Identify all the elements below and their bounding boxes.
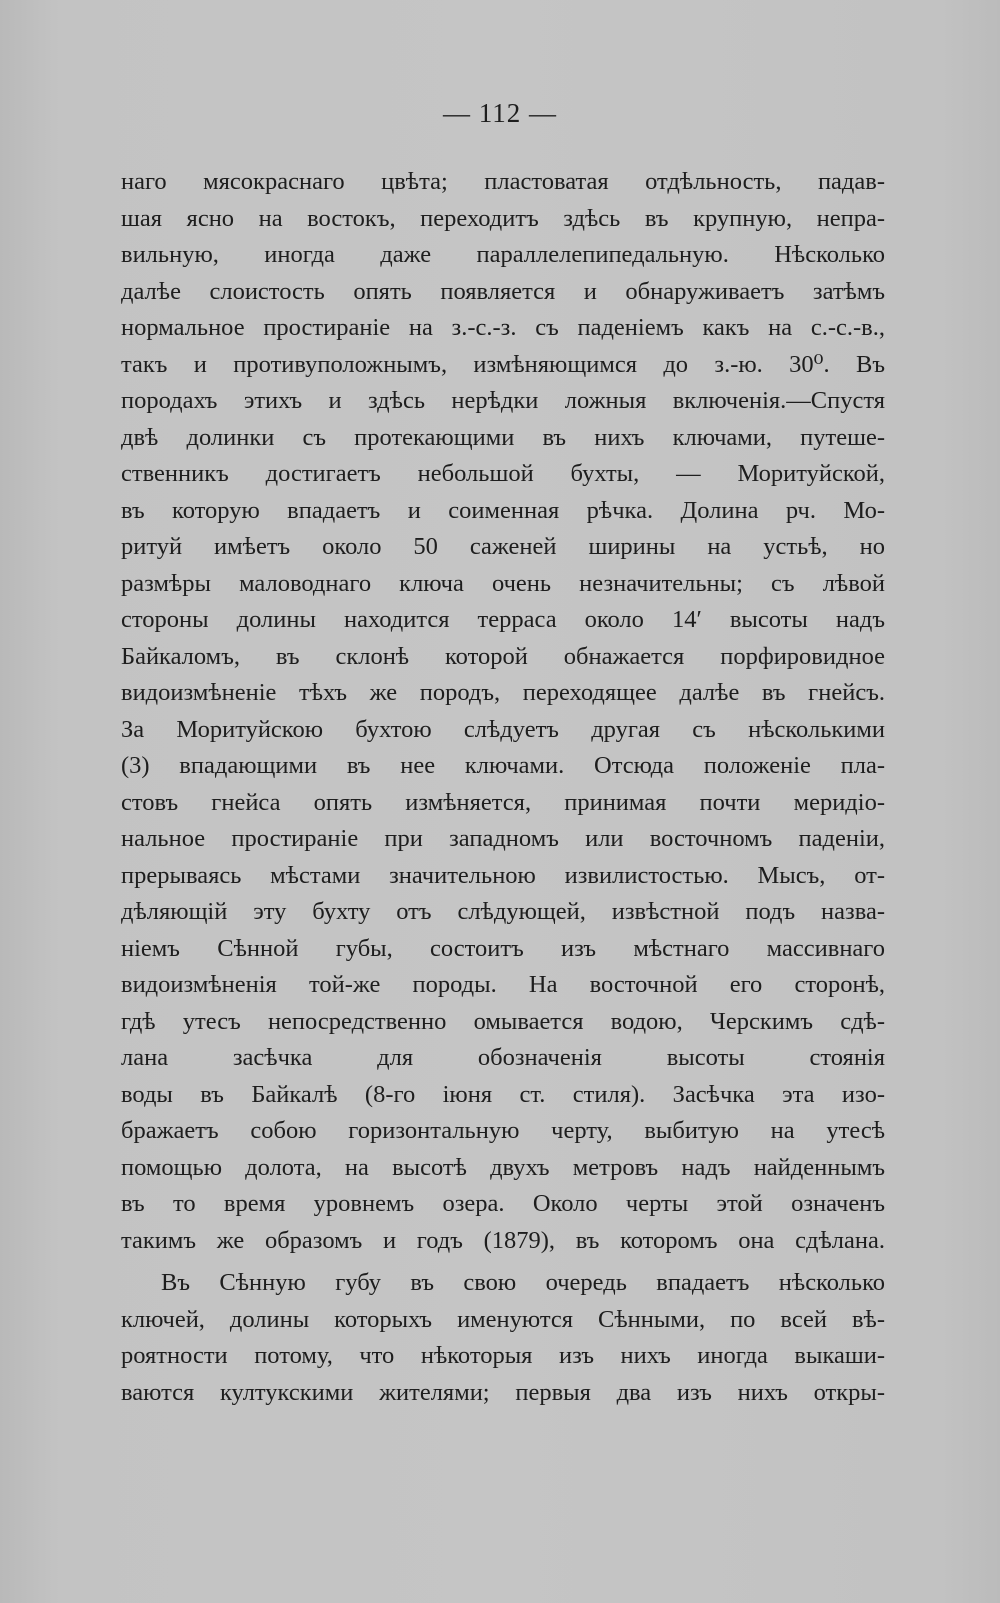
paragraph-1 xyxy=(121,164,885,1259)
text-line: стороны долины находится терраса около 14′ высоты надъ xyxy=(121,606,885,633)
text-line: размѣры маловоднаго ключа очень незначительны; съ лѣвой xyxy=(121,569,885,597)
text-line: Байкаломъ, въ склонѣ которой обнажается порфировидное xyxy=(121,642,885,670)
text-line: дѣляющій эту бухту отъ слѣдующей, извѣстной подъ назва- xyxy=(121,898,885,925)
text-line: вильную, иногда даже параллелепипедальную. Нѣсколько xyxy=(121,241,885,268)
text-line: бражаетъ собою горизонтальную черту, выбитую на утесѣ xyxy=(121,1117,885,1144)
text-line: такъ и противуположнымъ, измѣняющимся до з.-ю. 30⁰. Въ xyxy=(121,350,885,378)
text-line: прерываясь мѣстами значительною извилистостью. Мысъ, от- xyxy=(121,861,885,889)
text-line: ритуй имѣетъ около 50 саженей ширины на устьѣ, но xyxy=(121,533,885,560)
text-line: воды въ Байкалѣ (8-го іюня ст. стиля). Засѣчка эта изо- xyxy=(121,1080,885,1108)
text-line: гдѣ утесъ непосредственно омывается водою, Черскимъ сдѣ- xyxy=(121,1007,885,1035)
text-line: нальное простираніе при западномъ или восточномъ паденіи, xyxy=(121,825,885,852)
text-line: (3) впадающими въ нее ключами. Отсюда положеніе пла- xyxy=(121,752,885,779)
text-line: такимъ же образомъ и годъ (1879), въ которомъ она сдѣлана. xyxy=(121,1226,885,1254)
text-line: въ то время уровнемъ озера. Около черты этой означенъ xyxy=(121,1190,885,1217)
text-line: стовъ гнейса опять измѣняется, принимая почти меридіо- xyxy=(121,788,885,816)
text-line: породахъ этихъ и здѣсь нерѣдки ложныя включенія.—Спустя xyxy=(121,387,885,414)
text-line: шая ясно на востокъ, переходитъ здѣсь въ крупную, непра- xyxy=(121,204,885,232)
text-line: лана засѣчка для обозначенія высоты стоянія xyxy=(121,1044,885,1071)
page-number: — 112 — xyxy=(443,98,557,128)
page-text xyxy=(121,164,885,1411)
text-line: двѣ долинки съ протекающими въ нихъ ключами, путеше- xyxy=(121,423,885,451)
text-line: далѣе слоистость опять появляется и обнаруживаетъ затѣмъ xyxy=(121,277,885,305)
text-line: За Моритуйскою бухтою слѣдуетъ другая съ нѣсколькими xyxy=(121,715,885,743)
paragraph-2 xyxy=(121,1265,885,1411)
text-line: въ которую впадаетъ и соименная рѣчка. Долина рч. Мо- xyxy=(121,496,885,524)
text-line: видоизмѣненія той-же породы. На восточной его сторонѣ, xyxy=(121,971,885,998)
text-line: видоизмѣненіе тѣхъ же породъ, переходящее далѣе въ гнейсъ. xyxy=(121,679,885,706)
text-line: ніемъ Сѣнной губы, состоитъ изъ мѣстнаго массивнаго xyxy=(121,934,885,962)
text-line: роятности потому, что нѣкоторыя изъ нихъ иногда выкаши- xyxy=(121,1342,885,1369)
text-line: ваются култукскими жителями; первыя два изъ нихъ откры- xyxy=(121,1378,885,1406)
text-line: Въ Сѣнную губу въ свою очередь впадаетъ нѣсколько xyxy=(161,1269,885,1296)
text-line: ственникъ достигаетъ небольшой бухты, — Моритуйской, xyxy=(121,460,885,487)
text-line: нормальное простираніе на з.-с.-з. съ паденіемъ какъ на с.-с.-в., xyxy=(121,314,885,341)
text-line: помощью долота, на высотѣ двухъ метровъ надъ найденнымъ xyxy=(121,1153,885,1181)
text-line: наго мясокраснаго цвѣта; пластоватая отдѣльность, падав- xyxy=(121,168,885,195)
text-line: ключей, долины которыхъ именуются Сѣнными, по всей вѣ- xyxy=(121,1305,885,1333)
